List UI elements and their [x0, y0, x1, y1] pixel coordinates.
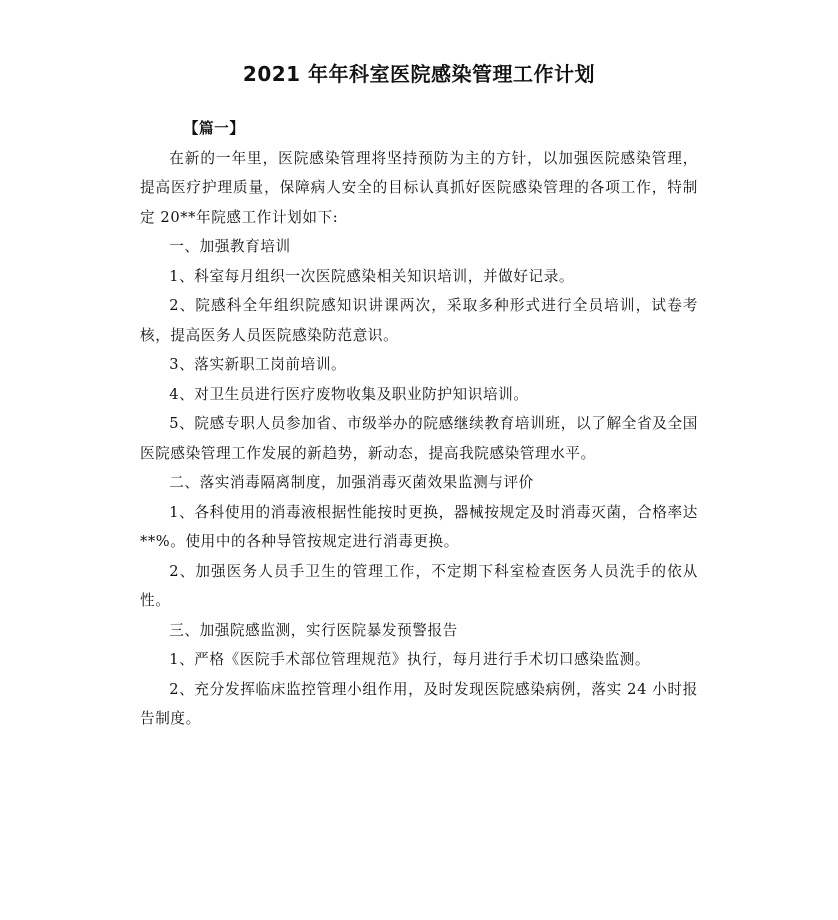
list-item: 4、对卫生员进行医疗废物收集及职业防护知识培训。	[169, 385, 529, 403]
list-item: 1、科室每月组织一次医院感染相关知识培训，并做好记录。	[169, 267, 575, 285]
intro-paragraph: 在新的一年里，医院感染管理将坚持预防为主的方针，以加强医院感染管理，提高医疗护理质量，保障病人安全的目标认真抓好医院感染管理的各项工作，特制定 20**年院感工作计划如下:	[140, 149, 698, 226]
section-heading-2: 二、落实消毒隔离制度，加强消毒灭菌效果监测与评价	[169, 474, 534, 491]
list-item: 1、各科使用的消毒液根据性能按时更换，器械按规定及时消毒灭菌，合格率达**%。使用中的各种导管按规定进行消毒更换。	[140, 503, 698, 550]
list-item: 2、充分发挥临床监控管理小组作用，及时发现医院感染病例，落实 24 小时报告制度。	[140, 680, 698, 727]
document-title: 2021 年年科室医院感染管理工作计划	[242, 62, 596, 86]
document-body	[140, 114, 698, 734]
list-item: 2、院感科全年组织院感知识讲课两次，采取多种形式进行全员培训，试卷考核，提高医务人员医院感染防范意识。	[140, 297, 698, 344]
section-heading-3: 三、加强院感监测，实行医院暴发预警报告	[169, 621, 458, 639]
list-item: 5、院感专职人员参加省、市级举办的院感继续教育培训班，以了解全省及全国医院感染管理工作发展的新趋势，新动态，提高我院感染管理水平。	[140, 415, 698, 462]
list-item: 1、严格《医院手术部位管理规范》执行，每月进行手术切口感染监测。	[169, 651, 651, 668]
list-item: 2、加强医务人员手卫生的管理工作，不定期下科室检查医务人员洗手的依从性。	[140, 562, 698, 609]
part-label: 【篇一】	[183, 120, 245, 137]
section-heading-1: 一、加强教育培训	[169, 238, 291, 255]
list-item: 3、落实新职工岗前培训。	[169, 356, 347, 373]
